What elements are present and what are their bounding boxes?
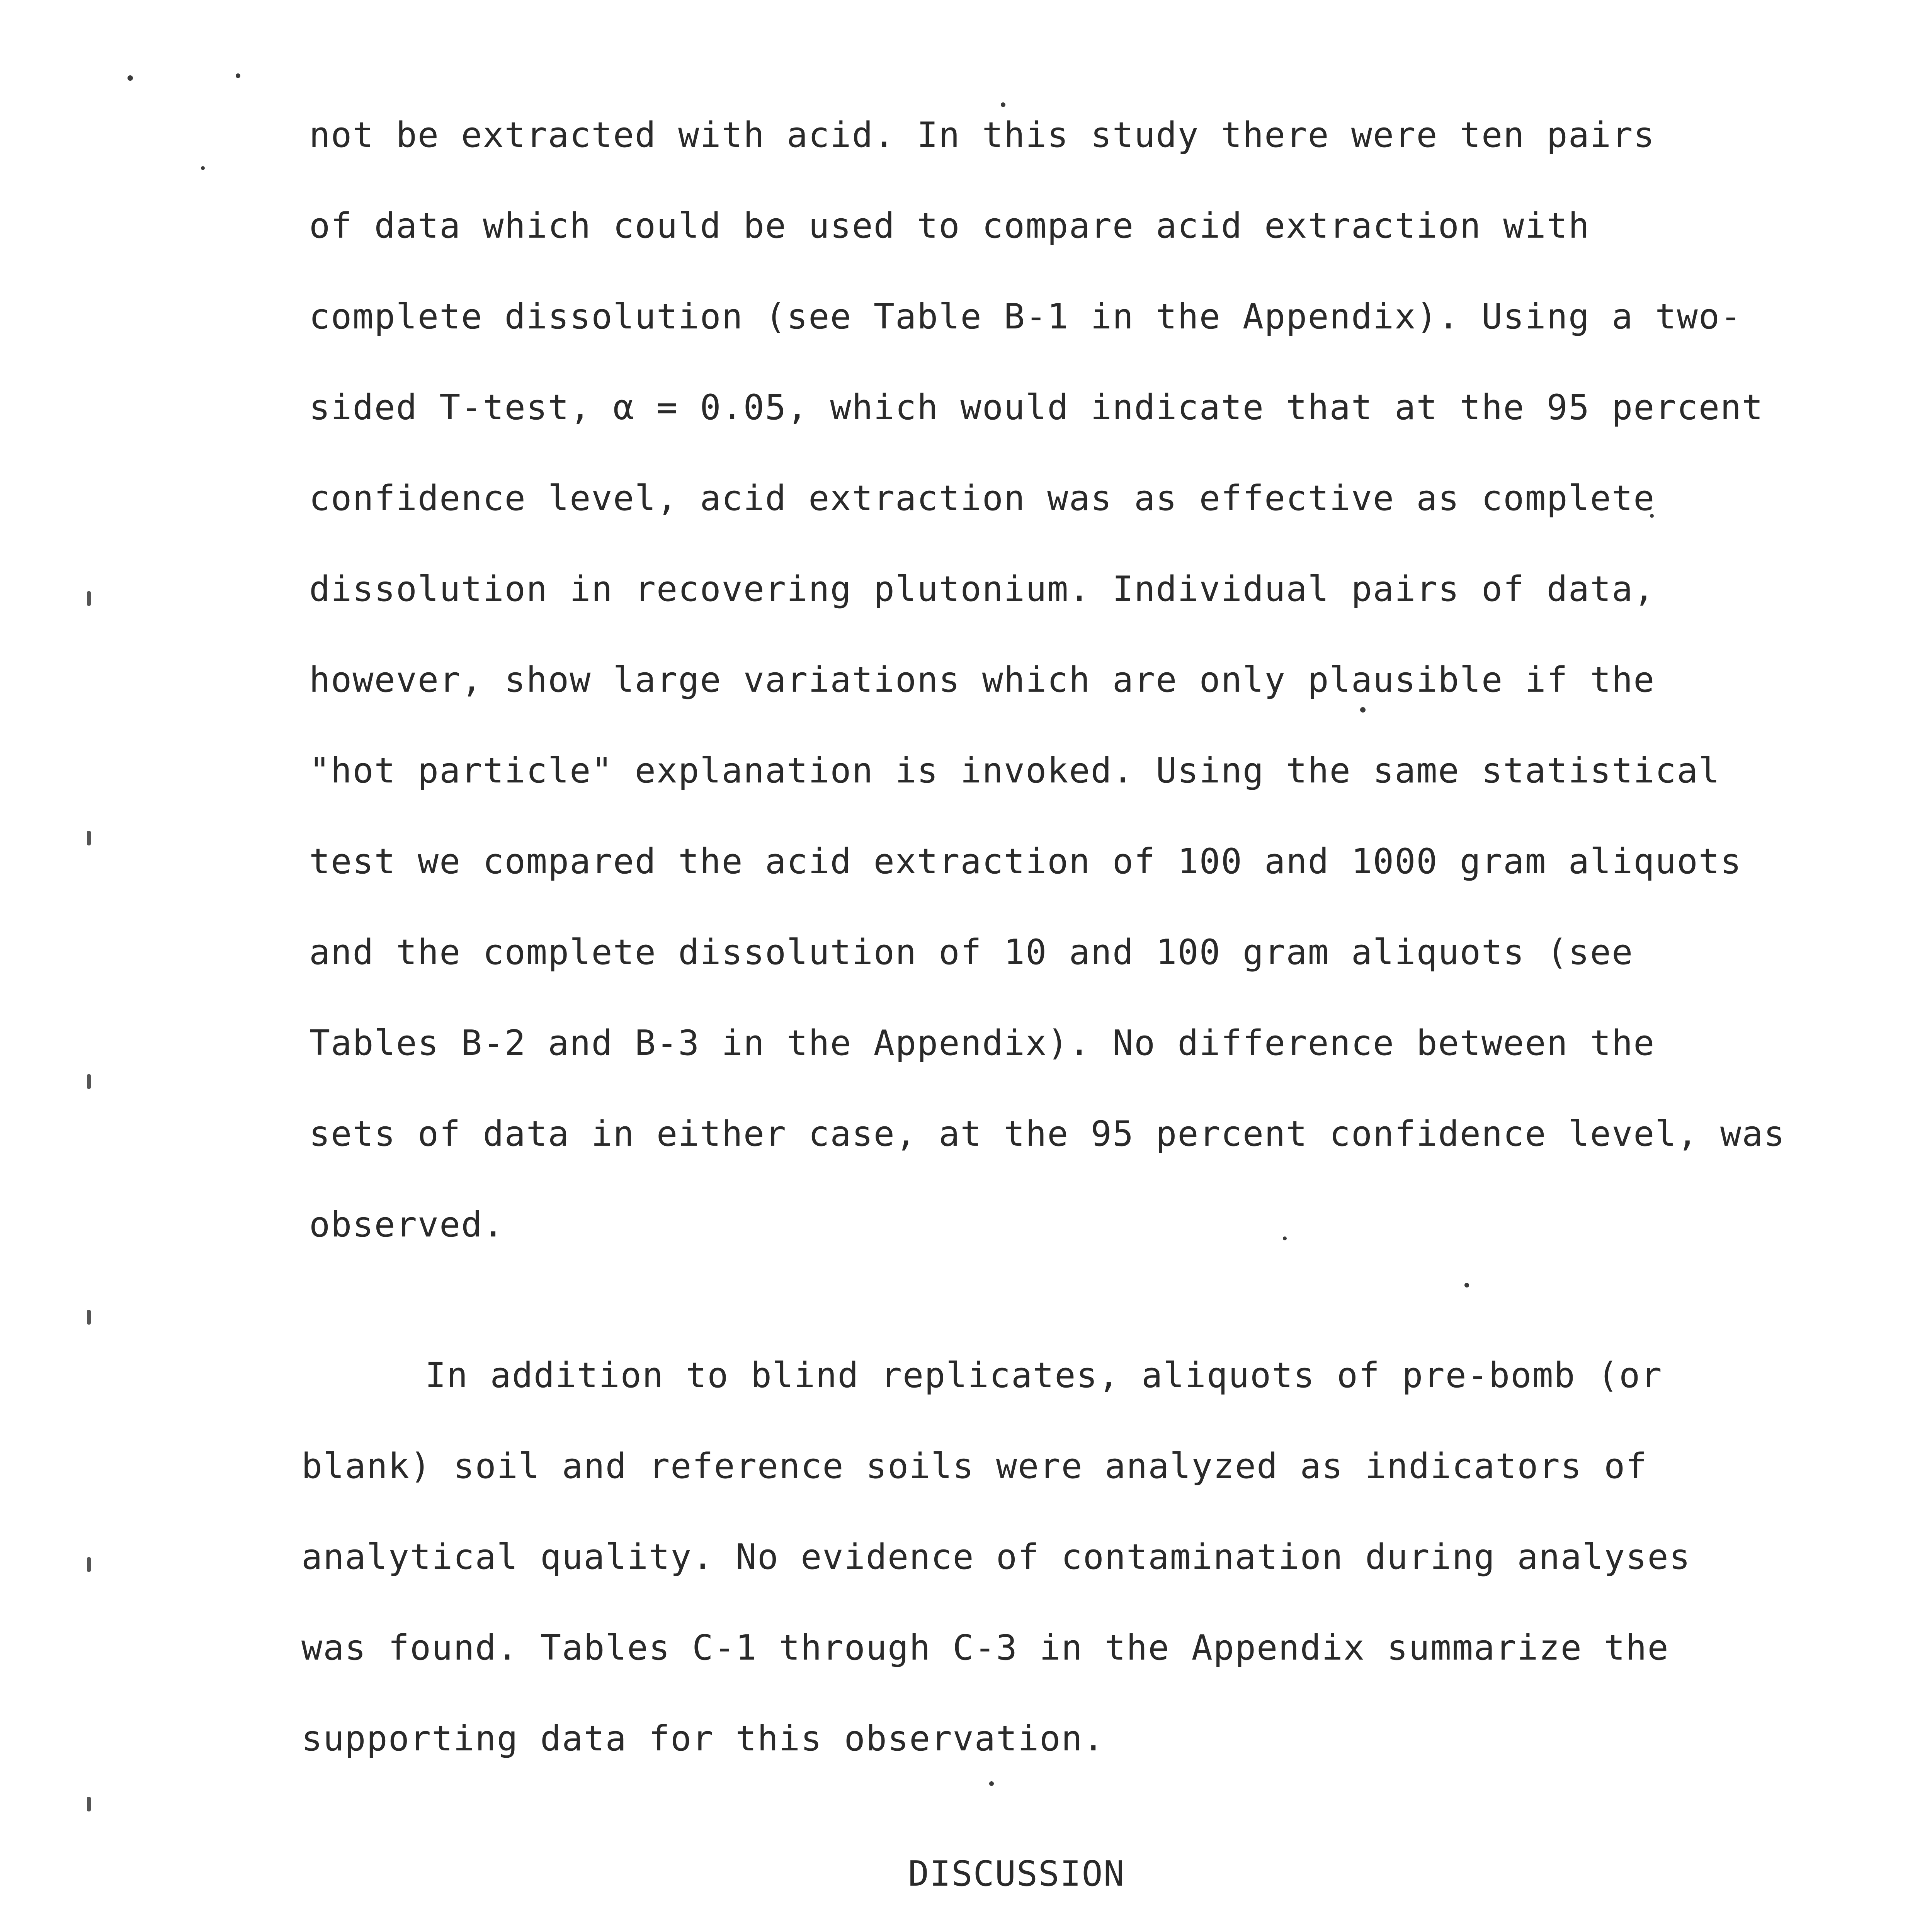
results-paragraph-line: confidence level, acid extraction was as effective as complete bbox=[309, 478, 1655, 519]
results-paragraph-line: "hot particle" explanation is invoked. Using the same statistical bbox=[309, 750, 1720, 791]
scan-speck bbox=[989, 1781, 994, 1786]
scan-speck bbox=[1360, 707, 1366, 713]
results-paragraph-line: test we compared the acid extraction of 100 and 1000 gram aliquots bbox=[309, 841, 1742, 882]
results-paragraph-line: observed. bbox=[309, 1204, 505, 1245]
results-paragraph-line: of data which could be used to compare acid extraction with bbox=[309, 206, 1590, 246]
binder-mark bbox=[87, 1310, 91, 1325]
results-paragraph-line: sided T-test, α = 0.05, which would indicate that at the 95 percent bbox=[309, 387, 1764, 428]
quality-paragraph-line: In addition to blind replicates, aliquots of pre-bomb (or bbox=[425, 1355, 1663, 1396]
binder-mark bbox=[87, 591, 91, 606]
section-heading: DISCUSSION bbox=[908, 1854, 1125, 1894]
scan-speck bbox=[236, 73, 240, 78]
scan-speck bbox=[128, 75, 133, 81]
results-paragraph-line: Tables B-2 and B-3 in the Appendix). No difference between the bbox=[309, 1023, 1655, 1063]
binder-mark bbox=[87, 1557, 91, 1572]
quality-paragraph-line: analytical quality. No evidence of contamination during analyses bbox=[301, 1537, 1691, 1577]
results-paragraph-line: not be extracted with acid. In this study there were ten pairs bbox=[309, 115, 1655, 155]
results-paragraph-line: dissolution in recovering plutonium. Individual pairs of data, bbox=[309, 569, 1655, 609]
results-paragraph-line: however, show large variations which are only plausible if the bbox=[309, 660, 1655, 700]
results-paragraph-line: sets of data in either case, at the 95 percent confidence level, was bbox=[309, 1114, 1786, 1154]
scan-speck bbox=[1001, 102, 1005, 107]
quality-paragraph-line: blank) soil and reference soils were analyzed as indicators of bbox=[301, 1446, 1648, 1486]
results-paragraph-line: and the complete dissolution of 10 and 100 gram aliquots (see bbox=[309, 932, 1634, 973]
binder-mark bbox=[87, 831, 91, 845]
scan-speck bbox=[201, 166, 205, 170]
binder-mark bbox=[87, 1797, 91, 1811]
binder-mark bbox=[87, 1074, 91, 1089]
quality-paragraph-line: supporting data for this observation. bbox=[301, 1718, 1105, 1759]
scan-speck bbox=[1464, 1283, 1469, 1287]
quality-paragraph-line: was found. Tables C-1 through C-3 in the Appendix summarize the bbox=[301, 1628, 1669, 1668]
results-paragraph-line: complete dissolution (see Table B-1 in the Appendix). Using a two- bbox=[309, 296, 1742, 337]
scan-speck bbox=[1283, 1236, 1287, 1240]
